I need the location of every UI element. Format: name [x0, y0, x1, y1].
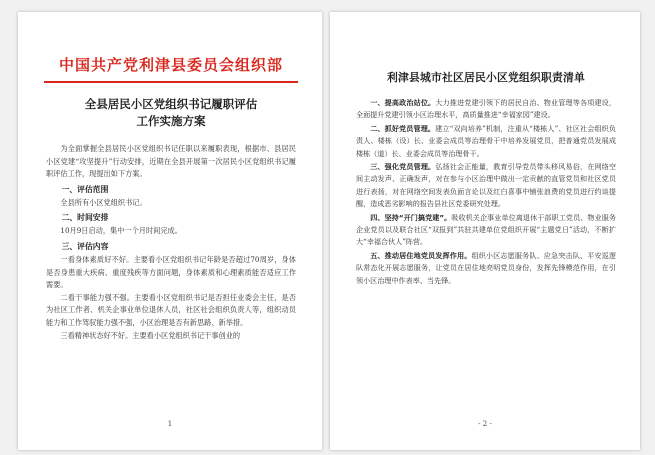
intro-paragraph: 为全面掌握全县居民小区党组织书记任职以来履职表现，根据市、县居民小区党建“攻坚提升”行动安排，近期在全县开展第一次居民小区党组织书记履职评估工作，现提出如下方案。	[46, 144, 296, 179]
section-heading-scope: 一、评估范围	[61, 184, 109, 194]
responsibility-item-1	[356, 97, 616, 122]
responsibility-item-2-heading: 二、抓好党员管理。	[370, 123, 436, 133]
responsibility-item-4	[356, 212, 616, 249]
section-body-schedule: 10月9日启动，集中一个月时间完成。	[60, 226, 182, 236]
content-item-spirit: 三看精神状态好不好。主要看小区党组织书记干事创业的	[60, 330, 241, 340]
section-heading-content: 三、评估内容	[61, 241, 109, 251]
section-body-scope: 全县所有小区党组织书记。	[60, 197, 147, 207]
letterhead-title: 中国共产党利津县委员会组织部	[58, 56, 283, 74]
responsibility-item-3-body: 弘扬社会正能量，教育引导党员带头移风易俗，在网络空间主动发声、正确发声，对在参与小区治理中做出一定贡献的直管党员和社区党员进行表扬，对在网络空间发表负面言论以及红白喜事中铺张浪费的党员进行约谈提醒，造成恶劣影响的报告县社区党委研究处理。	[356, 162, 617, 209]
responsibility-item-2	[356, 123, 616, 160]
document-title-line-2: 工作实施方案	[136, 114, 206, 128]
content-item-health: 一看身体素质好不好。主要看小区党组织书记年龄是否超过70周岁，身体是否身患重大疾病、重度残疾等方面问题，身体素质和心理素质能否适应工作需要。	[46, 254, 296, 290]
responsibility-item-1-heading: 一、提高政治站位。	[370, 98, 436, 107]
responsibility-item-4-body: 吸收机关企事业单位离退休干部职工党员、物业服务企业党员以及联合社区“双报到”共驻共建单位党组织开展“主题党日”活动，不断扩大“幸福合伙人”阵营。	[356, 212, 616, 247]
responsibility-item-5-body: 组织小区志愿服务队、应急突击队、平安巡逻队常态化开展志愿服务，让党员在居住地亮明党员身份，发挥先锋模范作用，在引领小区治理中作表率、当先锋。	[356, 250, 617, 285]
document-title-line-1: 全县居民小区党组织书记履职评估	[84, 97, 258, 111]
responsibility-item-3-heading: 三、强化党员管理。	[370, 162, 436, 172]
responsibility-item-5-heading: 五、推动居住地党员发挥作用。	[370, 250, 472, 260]
responsibility-item-2-body: 建立“双向培养”机制，注重从“楼栋人”、社区社会组织负责人、楼栋（设）长、业委会成员等治理骨干中培养发展党员，把普通党员发展成楼栋（道）长、业委会成员等治理骨干。	[356, 123, 616, 158]
letterhead-red-rule	[44, 81, 298, 83]
responsibility-item-1-body: 大力推进党建引领下的居民自治、物业管理等各项建设，全面提升党建引领小区治理水平，高质量推进“幸福家园”建设。	[356, 98, 617, 120]
section-heading-schedule: 二、时间安排	[61, 213, 109, 223]
document-page-right	[330, 12, 640, 450]
page-number-right: - 2 -	[478, 420, 492, 428]
responsibility-item-5	[356, 250, 616, 287]
document-page-left	[18, 12, 322, 450]
document-title	[46, 96, 296, 130]
responsibility-list-title: 利津县城市社区居民小区党组织职责清单	[387, 71, 585, 84]
page-number-left: 1	[167, 420, 173, 428]
content-item-ability: 二看干事能力强不强。主要看小区党组织书记是否担任业委会主任，是否为社区工作者、机关企事业单位退休人员，社区社会组织负责人等，组织动员能力和工作驾驭能力强不强，小区治理是否有新思路、新举措。	[46, 292, 296, 327]
responsibility-item-3	[356, 161, 616, 211]
responsibility-item-4-heading: 四、坚持“开门搞党建”。	[370, 212, 452, 222]
